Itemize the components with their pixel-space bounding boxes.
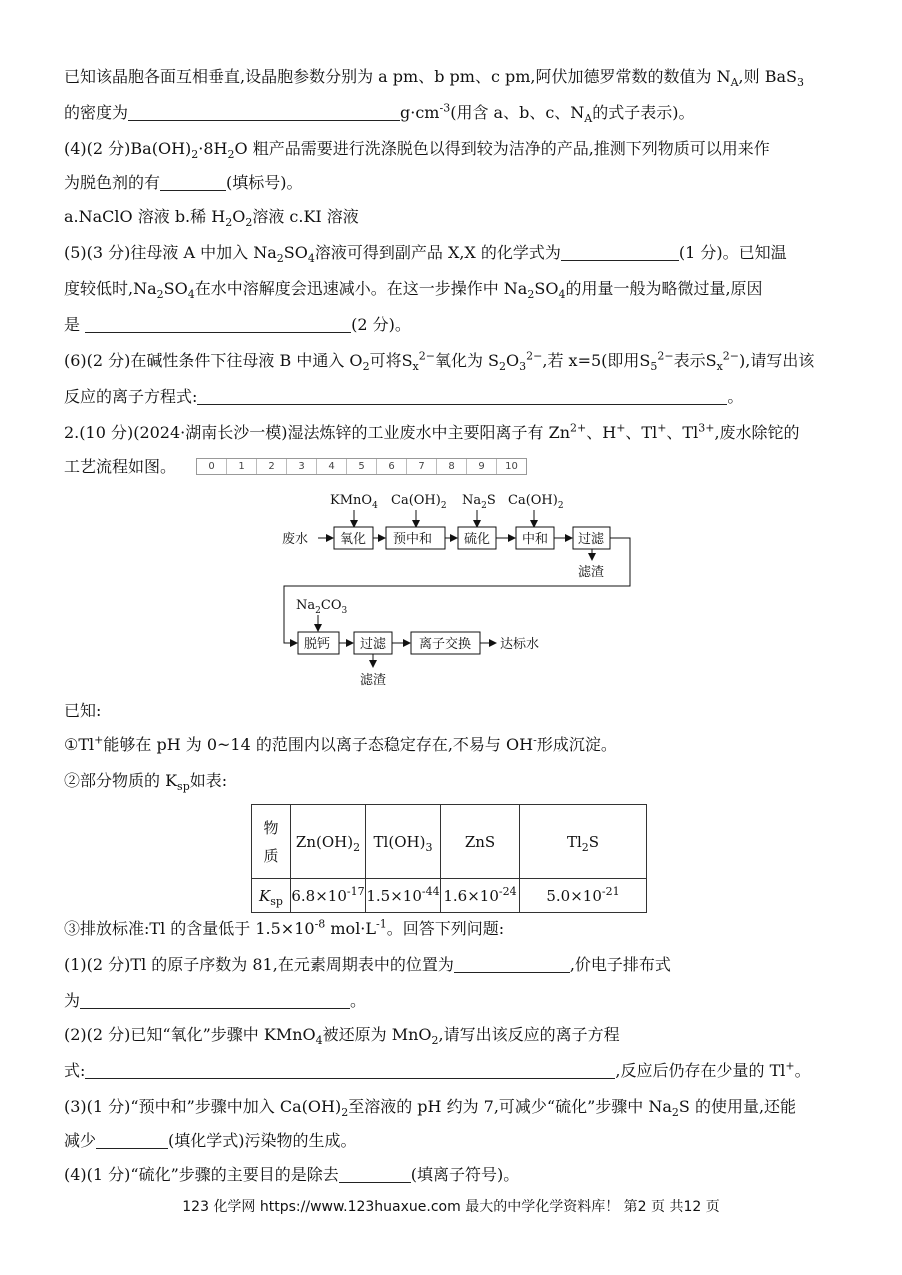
text-line: 已知该晶胞各面互相垂直,设晶胞参数分别为 a pm、b pm、c pm,阿伏加德罗常数的数值为 $N_A$,则 BaS$_3$ (64, 67, 804, 90)
ruler-tick: 9 (467, 459, 497, 474)
answer-blank[interactable] (80, 992, 350, 1009)
text-line: ③排放标准:Tl 的含量低于 $1.5\times 10^{-8}$ $mol\cdot L^{-1}$。回答下列问题: (64, 917, 505, 938)
text-line: (5)(3 分)往母液 A 中加入 $Na_2SO_4$溶液可得到副产品 X,X 的化学式为 (1 分)。已知温 (64, 243, 787, 266)
table-header-cell: $Tl_2S$ (520, 805, 647, 879)
table-header-cell: ZnS (441, 805, 520, 879)
table-cell: $5.0\times 10^{-21}$ (520, 879, 647, 913)
text-line: a.NaClO 溶液 b.稀 $H_2O_2$溶液 c.KI 溶液 (64, 207, 359, 230)
ruler-tick: 6 (377, 459, 407, 474)
step-label: 预中和 (393, 532, 433, 547)
text-line: 已知: (64, 701, 102, 720)
table-cell: $1.6\times 10^{-24}$ (441, 879, 520, 913)
reagent-label: KMnO$_4$ (330, 493, 378, 511)
table-row-label: $K_{sp}$ (252, 879, 291, 913)
ruler-tick: 7 (407, 459, 437, 474)
page-footer: 123 化学网 https://www.123huaxue.com 最大的中学化学资料库！ 第2 页 共12 页 (182, 1199, 720, 1215)
text-line: 式: ,反应后仍存在少量的 Tl+。 (64, 1059, 811, 1080)
answer-blank[interactable] (85, 1062, 615, 1079)
text-line: 工艺流程如图。 (64, 457, 177, 476)
text-line: ②部分物质的 $K_{sp}$如表: (64, 771, 228, 794)
residue-label: 滤渣 (578, 565, 605, 580)
step-label: 硫化 (464, 532, 491, 547)
text-line: 2.(10 分)(2024·湖南长沙一模)湿法炼锌的工业废水中主要阳离子有 $Zn^{2+}$、H+、Tl+、$Tl^{3+}$,废水除铊的 (64, 421, 800, 442)
table-header-cell: $Zn(OH)_2$ (291, 805, 366, 879)
ksp-table (251, 804, 647, 913)
step-label: 氧化 (340, 532, 367, 547)
table-header-cell: $Tl(OH)_3$ (366, 805, 441, 879)
step-label: 离子交换 (419, 637, 472, 652)
reagent-label: $Na_2S$ (462, 493, 496, 511)
text-line: 是 (2 分)。 (64, 315, 411, 334)
output-label: 达标水 (500, 637, 540, 652)
text-line: (4)(2 分)$Ba(OH)_2\cdot 8H_2O$ 粗产品需要进行洗涤脱色以得到较为洁净的产品,推测下列物质可以用来作 (64, 139, 770, 162)
reagent-label: $Ca(OH)_2$ (508, 493, 564, 511)
ruler-tick: 3 (287, 459, 317, 474)
step-label: 过滤 (578, 532, 605, 547)
text-line: 为脱色剂的有 (填标号)。 (64, 173, 303, 192)
answer-blank[interactable] (339, 1166, 411, 1183)
step-label: 中和 (522, 532, 549, 547)
table-cell: $6.8\times 10^{-17}$ (291, 879, 366, 913)
ruler-tick: 1 (227, 459, 257, 474)
ruler-tick: 10 (505, 461, 518, 472)
ruler-tick: 0 (197, 459, 227, 474)
text-line: 为 。 (64, 991, 367, 1010)
text-line: ①Tl+能够在 pH 为 0~14 的范围内以离子态稳定存在,不易与 OH-形成沉淀。 (64, 733, 617, 754)
text-line: (3)(1 分)“预中和”步骤中加入 $Ca(OH)_2$至溶液的 pH 约为 7,可减少“硫化”步骤中 $Na_2S$ 的使用量,还能 (64, 1097, 797, 1120)
text-line: 反应的离子方程式: 。 (64, 387, 744, 406)
table-header-cell: 物 质 (252, 805, 291, 879)
answer-blank[interactable] (454, 956, 570, 973)
text-line: (4)(1 分)“硫化”步骤的主要目的是除去 (填离子符号)。 (64, 1165, 520, 1184)
text-line: (2)(2 分)已知“氧化”步骤中 KMnO$_4$被还原为 MnO$_2$,请写出该反应的离子方程 (64, 1025, 620, 1048)
ruler-tick: 2 (257, 459, 287, 474)
ruler-tick: 5 (347, 459, 377, 474)
text-line: (6)(2 分)在碱性条件下往母液 B 中通入 $O_2$可将$S_x^{2-}$氧化为 $S_2O_3^{2-}$,若 x=5(即用$S_5^{2-}$表示$S_x^{2-}$),请写出该 (64, 349, 815, 374)
reagent-label: $Na_2CO_3$ (296, 598, 348, 616)
text-line: (1)(2 分)Tl 的原子序数为 81,在元素周期表中的位置为 ,价电子排布式 (64, 955, 671, 974)
text-line: 的密度为 $g\cdot cm^{-3}$(用含 a、b、c、$N_A$的式子表示)。 (64, 101, 695, 126)
answer-blank[interactable] (96, 1132, 168, 1149)
reagent-label: $Ca(OH)_2$ (391, 493, 447, 511)
ruler-tick: 8 (437, 459, 467, 474)
ruler-tick: 4 (317, 459, 347, 474)
residue-label: 滤渣 (360, 673, 387, 688)
text-line: 度较低时$,Na_2SO_4$在水中溶解度会迅速减小。在这一步操作中 $Na_2SO_4$的用量一般为略微过量,原因 (64, 279, 763, 302)
input-label: 废水 (282, 532, 309, 547)
step-label: 过滤 (360, 637, 387, 652)
text-line: 减少 (填化学式)污染物的生成。 (64, 1131, 357, 1150)
table-cell: $1.5\times 10^{-44}$ (366, 879, 441, 913)
step-label: 脱钙 (304, 637, 331, 652)
